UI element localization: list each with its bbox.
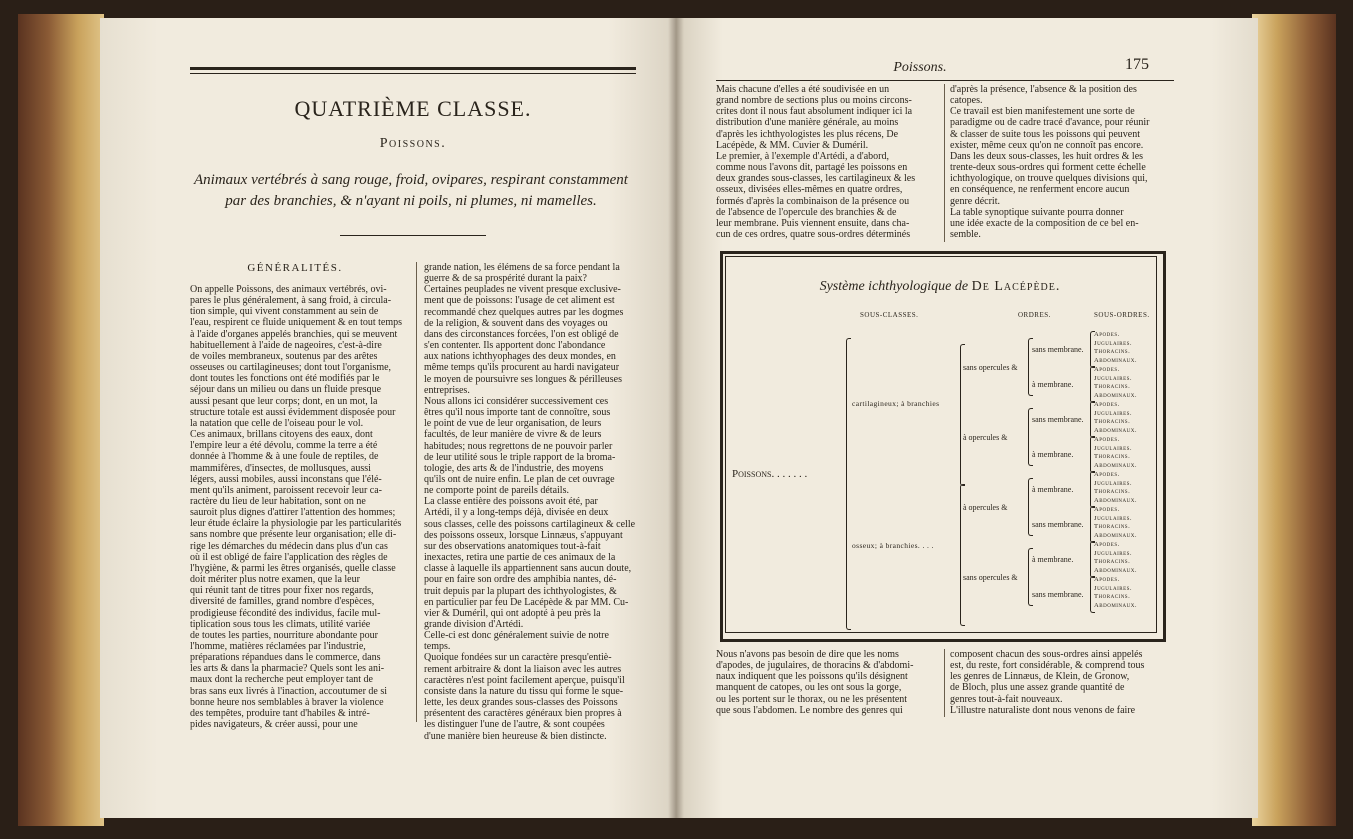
text-line: Le premier, à l'exemple d'Artédi, a d'abord, <box>716 150 889 162</box>
table-title <box>725 279 1155 295</box>
text-line: s'en contenter. Ils apportent donc l'abondance <box>424 340 606 352</box>
text-line: prodigieuse fécondité des individus, facile mul- <box>190 607 381 619</box>
text-line: le point de vue de leur organisation, de leurs <box>424 418 602 430</box>
text-line: manquent de catopes, ou les ont sous la gorge, <box>716 682 902 694</box>
table-root-poissons: Poissons. . . . . . . <box>732 468 808 480</box>
text-line: caractères n'est point facilement aperçue, puisqu'il <box>424 674 625 686</box>
text-line: de toutes les parties, nourriture abondante pour <box>190 629 378 641</box>
text-line: même temps qu'ils procurent au hardi navigateur <box>424 362 620 374</box>
suborder-label: Abdominaux. <box>1094 426 1138 434</box>
text-line: comme nous l'avons dit, partagé les poissons en <box>716 162 908 174</box>
text-line: le moyen de poursuivre ses longues & périlleuses <box>424 373 623 385</box>
text-line: osseuses ou cartilagineuses; dont tout l'organisme, <box>190 362 392 374</box>
right-book-edge <box>1252 14 1336 826</box>
text-line: l'eau, respirent ce fluide uniquement & en tout temps <box>190 317 403 329</box>
suborder-label: Jugulaires. <box>1094 479 1133 487</box>
text-line: grande nation, les élémens de sa force pendant la <box>424 262 620 273</box>
text-line: La classe entière des poissons avoit été, par <box>424 496 598 508</box>
text-line: l'hygiène, & parmi les êtres organisés, quelle classe <box>190 562 396 574</box>
suborder-label: Abdominaux. <box>1094 391 1138 399</box>
text-line: trente-deux sous-ordres qui forment cette échelle <box>950 162 1146 174</box>
text-line: ment qu'ils animent, paroissent recevoir leur ca- <box>190 484 383 496</box>
suborder-label: Thoracins. <box>1094 558 1131 566</box>
subclass-label: osseux; à branchies. . . . <box>852 541 934 550</box>
text-line: les arts & dans la pharmacie? Quels sont les ani- <box>190 663 385 675</box>
suborder-label: Apodes. <box>1094 541 1120 548</box>
section-separator <box>340 235 486 236</box>
text-line: êtres qu'il nous importe tant de connoître, sous <box>424 407 611 419</box>
membrane-label: sans membrane. <box>1032 345 1084 354</box>
text-line: rement arbitraire & dont la liaison avec les autres <box>424 663 622 675</box>
membrane-label: à membrane. <box>1032 555 1074 564</box>
text-line: Nous allons ici considérer successivement ces <box>424 395 609 407</box>
table-title-italic: Système ichthyologique de <box>819 279 969 294</box>
text-line: entreprises. <box>424 384 470 396</box>
text-line: inexactes, retira une partie de ces animaux de la <box>424 552 616 564</box>
text-line: cun de ces ordres, quatre sous-ordres déterminés <box>716 229 911 241</box>
suborder-label: Apodes. <box>1094 576 1120 583</box>
class-subtitle: Poissons. <box>379 136 447 151</box>
suborder-label: Apodes. <box>1094 471 1120 478</box>
text-line: l'homme, matières réclamées par l'industrie, <box>190 641 366 652</box>
column-divider <box>944 649 945 717</box>
text-line: ichthyologique, on trouve quelques divisions qui, <box>950 173 1148 185</box>
suborder-label: Jugulaires. <box>1094 409 1133 417</box>
suborder-label: Abdominaux. <box>1094 566 1138 574</box>
text-line: leur membrane. Puis viennent ensuite, dans cha- <box>716 217 910 229</box>
text-line: qu'ils ont de nuire enfin. Le plan de cet ouvrage <box>424 473 615 485</box>
text-line: ou les portent sur le thorax, ou ne les présentent <box>716 693 908 705</box>
text-line: Nous n'avons pas besoin de dire que les noms <box>716 649 899 660</box>
membrane-label: sans membrane. <box>1032 520 1084 529</box>
text-line: grand nombre de sections plus ou moins circons- <box>716 95 912 107</box>
text-line: Ce travail est bien manifestement une sorte de <box>950 106 1135 118</box>
text-line: de Bloch, plus une assez grande quantité de <box>950 682 1125 694</box>
text-line: Mais chacune d'elles a été soudivisée en un <box>716 84 890 95</box>
text-line: des poissons osseux, lorsque Linnæus, s'appuyant <box>424 529 623 541</box>
text-line: facultés, de leur manière de vivre & de leurs <box>424 429 602 441</box>
text-line: des tempêtes, produire tant d'habiles & intré- <box>190 707 370 719</box>
text-line: la natation que celle de l'oiseau pour le vol. <box>190 417 364 429</box>
suborder-label: Thoracins. <box>1094 418 1131 426</box>
text-line: crites dont il nous faut absolument indiquer ici la <box>716 106 913 118</box>
text-line: Celle-ci est donc généralement suivie de notre <box>424 630 609 642</box>
text-line: truit depuis par la plupart des ichthyologistes, & <box>424 585 617 597</box>
text-line: qui réunit tant de titres pour fixer nos regards, <box>190 585 374 597</box>
text-line: sauroit plus dignes d'attirer l'attention des hommes; <box>190 507 396 519</box>
text-line: & classer de suite tous les poissons qui peuvent <box>950 128 1140 140</box>
section-heading: GÉNÉRALITÉS. <box>247 262 343 274</box>
text-line: formés d'après la combinaison de la présence ou <box>716 195 910 207</box>
text-line: consiste dans la nature du tissu qui forme le sque- <box>424 685 624 697</box>
text-line: paradigme ou de cadre tracé d'avance, pour réunir <box>950 117 1150 129</box>
suborder-label: Thoracins. <box>1094 453 1131 461</box>
text-line: Quoique fondées sur un caractère presqu'entiè- <box>424 652 612 664</box>
text-line: grande division d'Artédi. <box>424 619 524 630</box>
text-line: ractère du lieu de leur habitation, sont on ne <box>190 495 366 507</box>
text-line: de leur utilité sous le triple rapport de la broma- <box>424 451 616 463</box>
subclass-label: cartilagineux; à branchies <box>852 399 940 408</box>
text-line: où il est obligé de faire l'application des règles de <box>190 551 388 563</box>
column-divider <box>416 262 417 722</box>
text-line: On appelle Poissons, des animaux vertébrés, ovi- <box>190 284 387 295</box>
right-bottom-column-2 <box>950 649 1172 716</box>
suborder-label: Abdominaux. <box>1094 601 1138 609</box>
top-rule-thin <box>190 73 636 74</box>
text-line: à l'aide d'organes appelés branchies, qui se meuvent <box>190 328 398 340</box>
text-line: présentent des caractères généraux bien propres à <box>424 708 622 720</box>
definition-line: Animaux vertébrés à sang rouge, froid, ovipares, respirant constamment <box>194 172 628 188</box>
text-line: La table synoptique suivante pourra donner <box>950 206 1124 218</box>
left-book-edge <box>18 14 104 826</box>
suborder-label: Jugulaires. <box>1094 584 1133 592</box>
text-line: temps. <box>424 641 451 653</box>
text-line: L'illustre naturaliste dont nous venons de faire <box>950 704 1136 716</box>
column-divider <box>944 84 945 242</box>
suborder-label: Thoracins. <box>1094 383 1131 391</box>
suborder-label: Thoracins. <box>1094 488 1131 496</box>
page-number: 175 <box>1125 56 1149 73</box>
opercule-label: sans opercules & <box>963 363 1018 372</box>
text-line: rige les démarches du médecin dans plus d'un cas <box>190 540 388 552</box>
text-line: dont toutes les fonctions ont été modifiés par le <box>190 373 380 385</box>
suborder-label: Abdominaux. <box>1094 531 1138 539</box>
text-line: de la religion, & souvent dans des voyages ou <box>424 317 608 329</box>
text-line: maux dont la recherche peut employer tant de <box>190 674 373 686</box>
text-line: osseux, divisées elles-mêmes en quatre ordres, <box>716 184 903 196</box>
suborder-label: Abdominaux. <box>1094 356 1138 364</box>
suborder-label: Jugulaires. <box>1094 514 1133 522</box>
suborder-label: Thoracins. <box>1094 523 1131 531</box>
left-column-2 <box>424 262 642 742</box>
suborder-label: Thoracins. <box>1094 593 1131 601</box>
suborder-label: Apodes. <box>1094 331 1120 338</box>
text-line: d'apodes, de jugulaires, de thoracins & d'abdomi- <box>716 660 914 672</box>
header-ordres: ORDRES. <box>1018 311 1051 319</box>
text-line: les distinguer l'une de l'autre, & sont coupées <box>424 719 605 731</box>
root-brace <box>846 338 851 630</box>
suborder-label: Apodes. <box>1094 366 1120 373</box>
text-line: lette, les deux grandes sous-classes des Poissons <box>424 697 618 709</box>
text-line: structure totale est aussi évidemment disposée pour <box>190 406 396 418</box>
text-line: une idée exacte de la composition de ce bel en- <box>950 217 1139 229</box>
suborder-label: Abdominaux. <box>1094 496 1138 504</box>
text-line: recommandé chez quelques autres par les dogmes <box>424 306 624 318</box>
text-line: sur des observations anatomiques tout-à-fait <box>424 540 601 552</box>
text-line: Dans les deux sous-classes, les huit ordres & les <box>950 150 1144 162</box>
text-line: semble. <box>950 229 981 241</box>
membrane-label: à membrane. <box>1032 450 1074 459</box>
text-line: vier & Duméril, qui ont adopté à peu près la <box>424 607 601 619</box>
suborder-label: Jugulaires. <box>1094 444 1133 452</box>
text-line: Ces animaux, brillans citoyens des eaux, dont <box>190 429 373 441</box>
membrane-label: sans membrane. <box>1032 415 1084 424</box>
text-line: deux grandes sous-classes, les cartilagineux & les <box>716 173 916 185</box>
text-line: doit mériter plus notre examen, que la leur <box>190 574 360 586</box>
text-line: tion simple, qui vivent constamment au sein de <box>190 306 379 318</box>
text-line: préparations répandues dans le commerce, dans <box>190 652 381 664</box>
text-line: pour en faire son ordre des amphibia nantes, dé- <box>424 574 617 586</box>
opercule-label: à opercules & <box>963 503 1008 512</box>
text-line: habituellement à l'aide de nageoires, c'est-à-dire <box>190 339 382 351</box>
membrane-label: à membrane. <box>1032 485 1074 494</box>
suborder-label: Jugulaires. <box>1094 374 1133 382</box>
text-line: exister, même ceux qu'on ne connoît pas encore. <box>950 139 1144 151</box>
text-line: classe à laquelle ils appartiennent sans aucun doute, <box>424 563 632 575</box>
text-line: les genres de Linnæus, de Klein, de Gronow, <box>950 671 1130 683</box>
suborder-label: Apodes. <box>1094 436 1120 443</box>
text-line: ne comporte point de pareils détails. <box>424 485 569 497</box>
text-line: habitudes; nous regrettons de ne pouvoir parler <box>424 440 613 452</box>
text-line: que sous l'abdomen. Le nombre des genres qui <box>716 704 903 716</box>
top-rule-thick <box>190 67 636 70</box>
text-line: genre décrit. <box>950 195 1000 207</box>
left-column-1 <box>190 284 408 730</box>
membrane-label: à membrane. <box>1032 380 1074 389</box>
right-top-column-1 <box>716 84 938 240</box>
text-line: leur étude éclaire la physiologie par les particularités <box>190 518 402 530</box>
text-line: pares le plus généralement, à sang froid, à circula- <box>190 295 392 307</box>
text-line: mammifères, d'insectes, de mollusques, aussi <box>190 462 371 474</box>
text-line: distribution d'une manière générale, au moins <box>716 117 899 129</box>
text-line: tologie, des arts & de l'industrie, des moyens <box>424 462 604 474</box>
text-line: en particulier par feu De Lacépède & par MM. Cu- <box>424 596 629 608</box>
header-sous-classes: SOUS-CLASSES. <box>860 311 919 319</box>
text-line: d'après les ichthyologistes les plus récens, De <box>716 128 899 140</box>
text-line: naux indiquent que les poissons qu'ils désignent <box>716 671 908 683</box>
book-gutter <box>668 18 684 818</box>
text-line: dans des circonstances forcées, l'on est obligé de <box>424 328 619 340</box>
text-line: aussi pesant que leur corps; dont, en un mot, la <box>190 395 378 407</box>
opercule-label: sans opercules & <box>963 573 1018 582</box>
text-line: est, du reste, fort considérable, & comprend tous <box>950 660 1145 672</box>
text-line: bras sans eux livrés à l'inaction, accoutumer de si <box>190 685 388 697</box>
suborder-label: Apodes. <box>1094 506 1120 513</box>
definition-line: par des branchies, & n'ayant ni poils, ni plumes, ni mamelles. <box>225 193 597 209</box>
text-line: guerre & de sa prospérité durant la paix? <box>424 273 587 285</box>
text-line: de voiles membraneux, soutenus par des arêtes <box>190 350 378 362</box>
text-line: composent chacun des sous-ordres ainsi appelés <box>950 649 1143 660</box>
text-line: Certaines peuplades ne vivent presque exclusive- <box>424 284 621 296</box>
running-head: Poissons. <box>893 60 947 75</box>
suborder-label: Apodes. <box>1094 401 1120 408</box>
text-line: l'empire leur a été dévolu, comme la terre a été <box>190 440 378 452</box>
class-title: QUATRIÈME CLASSE. <box>294 96 532 121</box>
suborder-label: Jugulaires. <box>1094 549 1133 557</box>
suborder-label: Thoracins. <box>1094 348 1131 356</box>
text-line: diversité de familles, grand nombre d'espèces, <box>190 596 375 608</box>
text-line: séjour dans un milieu ou dans un fluide presque <box>190 384 382 396</box>
text-line: d'une manière bien heureuse & bien distincte. <box>424 730 607 742</box>
text-line: ment que de poissons: l'usage de cet aliment est <box>424 295 615 307</box>
text-line: en conséquence, ne renferment encore aucun <box>950 184 1130 196</box>
header-sous-ordres: SOUS-ORDRES. <box>1094 311 1150 319</box>
right-bottom-column-1 <box>716 649 938 716</box>
suborder-label: Jugulaires. <box>1094 339 1133 347</box>
membrane-label: sans membrane. <box>1032 590 1084 599</box>
text-line: donnée à l'homme & à une foule de reptiles, de <box>190 451 379 463</box>
text-line: aux nations ichthyophages des deux mondes, en <box>424 351 616 363</box>
opercule-label: à opercules & <box>963 433 1008 442</box>
suborder-label: Abdominaux. <box>1094 461 1138 469</box>
text-line: Lacépède, & MM. Cuvier & Duméril. <box>716 139 869 151</box>
text-line: sans nombre que présente leur organisation; elle di- <box>190 529 397 541</box>
text-line: genres tout-à-fait nouveaux. <box>950 693 1063 705</box>
table-title-name: De Lacépède. <box>971 279 1061 294</box>
text-line: d'après la présence, l'absence & la position des <box>950 84 1137 95</box>
text-line: sous classes, celle des poissons cartilagineux & celle <box>424 518 636 530</box>
class-definition <box>176 170 646 212</box>
text-line: tiplication sous tous les climats, utilité variée <box>190 618 371 630</box>
text-line: Artédi, il y a long-temps déjà, divisée en deux <box>424 507 609 519</box>
text-line: légers, aussi mobiles, aussi inconstans que l'élé- <box>190 473 382 485</box>
text-line: bonne heure nos semblables à braver la violence <box>190 696 384 708</box>
right-top-column-2 <box>950 84 1172 240</box>
text-line: de l'absence de l'opercule des branchies & de <box>716 206 897 218</box>
text-line: pides navigateurs, & créer aussi, pour une <box>190 719 358 731</box>
head-rule <box>716 80 1174 81</box>
text-line: catopes. <box>950 95 983 107</box>
